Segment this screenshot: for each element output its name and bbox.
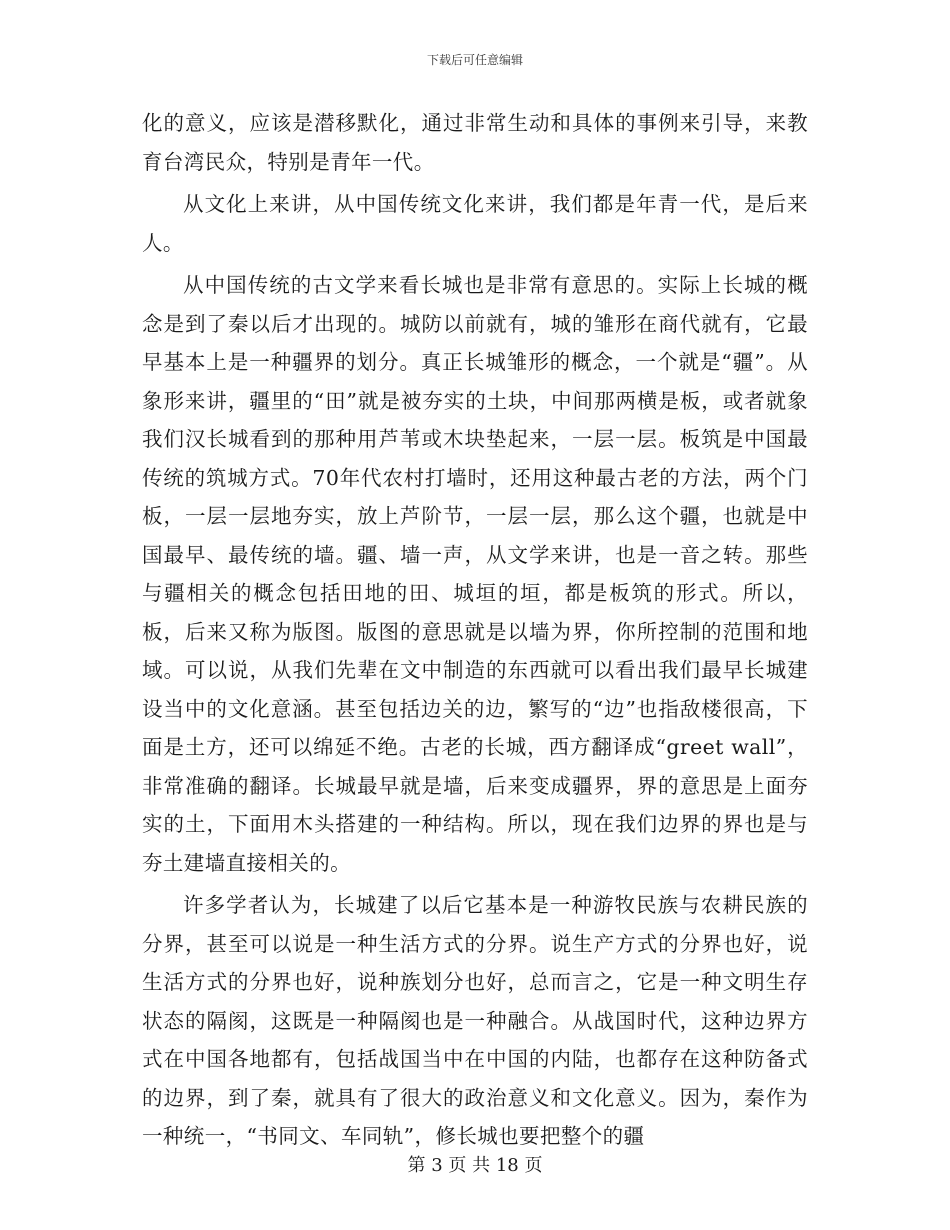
page-number: 第 3 页 共 18 页 — [407, 1155, 543, 1176]
document-body — [142, 104, 808, 1156]
page-header-note: 下载后可任意编辑 — [426, 53, 523, 67]
paragraph: 从中国传统的古文学来看长城也是非常有意思的。实际上长城的概念是到了秦以后才出现的。城防以前就有，城的雏形在商代就有，它最早基本上是一种疆界的划分。真正长城雏形的概念，一个就是“疆”。从象形来讲，疆里的“田”就是被夯实的土块，中间那两横是板，或者就象我们汉长城看到的那种用芦苇或木块垫起来，一层一层。板筑是中国最传统的筑城方式。70年代农村打墙时，还用这种最古老的方法，两个门板，一层一层地夯实，放上芦阶节，一层一层，那么这个疆，也就是中国最早、最传统的墙。疆、墙一声，从文学来讲，也是一音之转。那些与疆相关的概念包括田地的田、城垣的垣，都是板筑的形式。所以，板，后来又称为版图。版图的意思就是以墙为界，你所控制的范围和地域。可以说，从我们先辈在文中制造的东西就可以看出我们最早长城建设当中的文化意涵。甚至包括边关的边，繁写的“边”也指敌楼很高，下面是土方，还可以绵延不绝。古老的长城，西方翻译成“greet wall”，非常准确的翻译。长城最早就是墙，后来变成疆界，界的意思是上面夯实的土，下面用木头搭建的一种结构。所以，现在我们边界的界也是与夯土建墙直接相关的。 — [142, 273, 808, 875]
paragraph-continued: 化的意义，应该是潜移默化，通过非常生动和具体的事例来引导，来教育台湾民众，特别是青年一代。 — [142, 111, 808, 174]
paragraph: 许多学者认为，长城建了以后它基本是一种游牧民族与农耕民族的分界，甚至可以说是一种生活方式的分界。说生产方式的分界也好，说生活方式的分界也好，说种族划分也好，总而言之，它是一种文明生存状态的隔阂，这既是一种隔阂也是一种融合。从战国时代，这种边界方式在中国各地都有，包括战国当中在中国的内陆，也都存在这种防备式的边界，到了秦，就具有了很大的政治意义和文化意义。因为，秦作为一种统一，“书同文、车同轨”，修长城也要把整个的疆 — [142, 893, 808, 1148]
paragraph: 从文化上来讲，从中国传统文化来讲，我们都是年青一代，是后来人。 — [142, 192, 808, 255]
